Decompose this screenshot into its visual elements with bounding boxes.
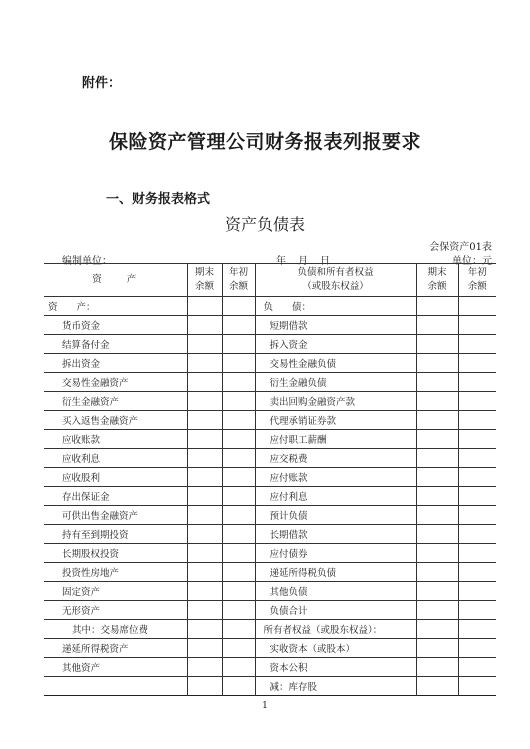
asset-end-balance-cell [187,506,222,525]
liability-begin-balance-cell [458,468,496,487]
table-row [44,468,496,487]
asset-item-label: 资 产： [44,297,187,316]
asset-begin-balance-cell [222,544,255,563]
asset-end-balance-cell [187,354,222,373]
liability-item-label: 卖出回购金融资产款 [255,392,416,411]
liability-begin-balance-cell [458,297,496,316]
asset-end-balance-cell [187,601,222,620]
asset-item-label: 存出保证金 [44,487,187,506]
liability-item-label: 交易性金融负债 [255,354,416,373]
asset-begin-balance-cell [222,639,255,658]
liability-item-label: 资本公积 [255,658,416,677]
asset-begin-balance-cell [222,487,255,506]
table-row [44,487,496,506]
liability-begin-balance-cell [458,354,496,373]
table-row [44,316,496,335]
table-title: 资产负债表 [224,215,305,234]
liability-item-label: 应交税费 [255,449,416,468]
asset-begin-balance-cell [222,392,255,411]
liability-end-balance-cell [416,544,458,563]
liability-item-label: 应付债券 [255,544,416,563]
table-header-row [44,264,496,297]
asset-begin-balance-cell [222,430,255,449]
asset-end-balance-cell [187,392,222,411]
day-label: 日 [320,256,330,267]
asset-begin-balance-cell [222,563,255,582]
asset-item-label: 结算备付金 [44,335,187,354]
asset-item-label: 交易性金融资产 [44,373,187,392]
liability-begin-balance-cell [458,316,496,335]
liability-end-balance-cell [416,411,458,430]
liabilities-header: 负债和所有者权益 （或股东权益） [255,264,416,297]
table-row [44,430,496,449]
liability-begin-balance-cell [458,563,496,582]
liability-begin-balance-cell [458,449,496,468]
liability-end-balance-cell [416,563,458,582]
liability-item-label: 实收资本（或股本） [255,639,416,658]
table-row [44,544,496,563]
asset-item-label: 应收账款 [44,430,187,449]
liability-end-balance-cell [416,658,458,677]
liability-item-label: 应付职工薪酬 [255,430,416,449]
form-code: 会保资产01表 [429,242,492,253]
table-row [44,563,496,582]
end-balance-header: 期末 余额 [187,264,222,297]
liability-item-label: 减：库存股 [255,677,416,696]
asset-end-balance-cell [187,563,222,582]
asset-begin-balance-cell [222,411,255,430]
liability-item-label: 长期借款 [255,525,416,544]
table-row [44,658,496,677]
liability-end-balance-cell [416,487,458,506]
liability-item-label: 拆入资金 [255,335,416,354]
liability-end-balance-cell [416,468,458,487]
asset-begin-balance-cell [222,335,255,354]
asset-begin-balance-cell [222,449,255,468]
document-title: 保险资产管理公司财务报表列报要求 [108,131,421,153]
asset-end-balance-cell [187,582,222,601]
liability-end-balance-cell [416,335,458,354]
table-row [44,449,496,468]
asset-begin-balance-cell [222,620,255,639]
table-row [44,639,496,658]
asset-item-label: 应收股利 [44,468,187,487]
liability-begin-balance-cell [458,525,496,544]
table-row [44,620,496,639]
asset-begin-balance-cell [222,658,255,677]
asset-item-label: 买入返售金融资产 [44,411,187,430]
asset-begin-balance-cell [222,601,255,620]
asset-item-label: 可供出售金融资产 [44,506,187,525]
table-row [44,601,496,620]
balance-sheet-table [44,263,496,696]
asset-begin-balance-cell [222,525,255,544]
asset-item-label: 应收利息 [44,449,187,468]
year-label: 年 [276,256,286,267]
liability-begin-balance-cell [458,487,496,506]
liability-begin-balance-cell [458,639,496,658]
liability-end-balance-cell [416,582,458,601]
liability-end-balance-cell [416,430,458,449]
asset-item-label: 递延所得税资产 [44,639,187,658]
asset-begin-balance-cell [222,582,255,601]
asset-end-balance-cell [187,658,222,677]
asset-begin-balance-cell [222,297,255,316]
liability-item-label: 负债合计 [255,601,416,620]
asset-end-balance-cell [187,411,222,430]
liability-begin-balance-cell [458,582,496,601]
month-label: 月 [298,256,308,267]
asset-item-label: 拆出资金 [44,354,187,373]
liability-end-balance-cell [416,525,458,544]
asset-end-balance-cell [187,373,222,392]
asset-begin-balance-cell [222,373,255,392]
asset-begin-balance-cell [222,316,255,335]
table-row [44,297,496,316]
liability-end-balance-cell [416,506,458,525]
liability-item-label: 代理承销证券款 [255,411,416,430]
org-label: 编制单位： [62,256,112,267]
liability-end-balance-cell [416,639,458,658]
unit-label: 单位：元 [452,256,492,267]
liability-begin-balance-cell [458,411,496,430]
attachment-label: 附件： [82,76,122,91]
liability-end-balance-cell [416,316,458,335]
table-row [44,411,496,430]
begin-balance-header-right: 年初 余额 [458,264,496,297]
asset-end-balance-cell [187,468,222,487]
begin-balance-header: 年初 余额 [222,264,255,297]
table-row [44,677,496,696]
liability-begin-balance-cell [458,620,496,639]
liability-begin-balance-cell [458,677,496,696]
asset-item-label: 投资性房地产 [44,563,187,582]
asset-item-label: 其中：交易席位费 [44,620,187,639]
asset-end-balance-cell [187,620,222,639]
asset-item-label: 货币资金 [44,316,187,335]
liability-begin-balance-cell [458,392,496,411]
liability-item-label: 短期借款 [255,316,416,335]
liability-item-label: 其他负债 [255,582,416,601]
table-row [44,373,496,392]
asset-item-label: 衍生金融资产 [44,392,187,411]
liability-begin-balance-cell [458,506,496,525]
table-row [44,335,496,354]
asset-end-balance-cell [187,297,222,316]
asset-item-label [44,677,187,696]
asset-end-balance-cell [187,639,222,658]
asset-end-balance-cell [187,335,222,354]
table-row [44,506,496,525]
liability-end-balance-cell [416,449,458,468]
end-balance-header-right: 期末 余额 [416,264,458,297]
liability-end-balance-cell [416,354,458,373]
liability-item-label: 负 债： [255,297,416,316]
asset-end-balance-cell [187,544,222,563]
asset-begin-balance-cell [222,677,255,696]
liability-end-balance-cell [416,601,458,620]
liability-begin-balance-cell [458,373,496,392]
liability-end-balance-cell [416,373,458,392]
liability-item-label: 所有者权益（或股东权益）： [255,620,416,639]
liability-item-label: 应付账款 [255,468,416,487]
asset-item-label: 无形资产 [44,601,187,620]
table-row [44,354,496,373]
asset-item-label: 长期股权投资 [44,544,187,563]
asset-begin-balance-cell [222,354,255,373]
liability-begin-balance-cell [458,335,496,354]
liability-end-balance-cell [416,677,458,696]
asset-end-balance-cell [187,430,222,449]
liability-end-balance-cell [416,620,458,639]
liability-begin-balance-cell [458,601,496,620]
liability-end-balance-cell [416,392,458,411]
asset-begin-balance-cell [222,468,255,487]
section-heading: 一、财务报表格式 [106,192,211,207]
liability-end-balance-cell [416,297,458,316]
table-row [44,392,496,411]
asset-begin-balance-cell [222,506,255,525]
asset-end-balance-cell [187,449,222,468]
liability-item-label: 衍生金融负债 [255,373,416,392]
liability-begin-balance-cell [458,658,496,677]
assets-header: 资 产 [44,264,187,297]
asset-end-balance-cell [187,487,222,506]
liability-item-label: 应付利息 [255,487,416,506]
table-row [44,525,496,544]
asset-end-balance-cell [187,316,222,335]
table-row [44,582,496,601]
asset-end-balance-cell [187,525,222,544]
liability-item-label: 递延所得税负债 [255,563,416,582]
asset-item-label: 持有至到期投资 [44,525,187,544]
liability-begin-balance-cell [458,544,496,563]
liability-item-label: 预计负债 [255,506,416,525]
asset-end-balance-cell [187,677,222,696]
page-number: 1 [262,701,268,711]
liability-begin-balance-cell [458,430,496,449]
asset-item-label: 固定资产 [44,582,187,601]
asset-item-label: 其他资产 [44,658,187,677]
table-body [44,297,496,696]
